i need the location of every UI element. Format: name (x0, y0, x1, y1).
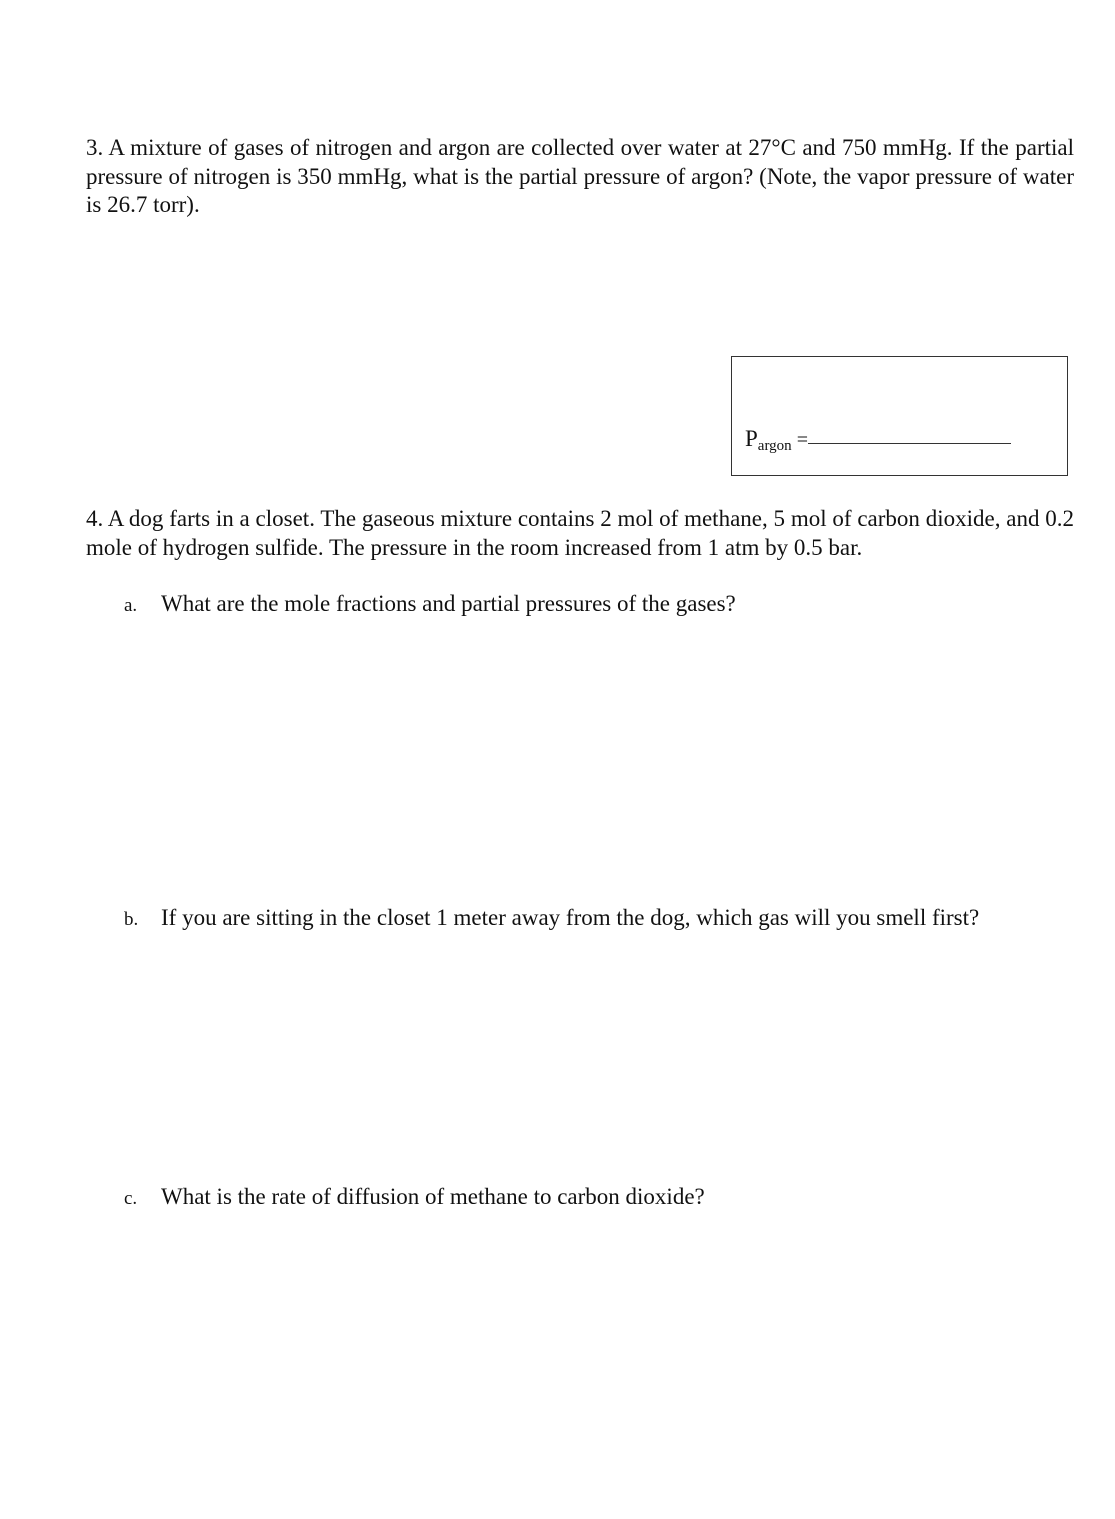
question-3-text: 3. A mixture of gases of nitrogen and argon are collected over water at 27°C and 750 mmHg. If the partial pressure of nitrogen is 350 mmHg, what is the partial pressure of argon? (Note, the vapor pressure of water is 26.7 torr). (86, 135, 1074, 217)
answer-line (745, 426, 1011, 452)
sub-question-b (124, 904, 979, 934)
sub-question-marker: a. (124, 595, 138, 616)
sub-question-text: What are the mole fractions and partial pressures of the gases? (161, 591, 736, 616)
answer-symbol: P (745, 426, 758, 451)
answer-equals: = (796, 429, 808, 451)
question-4-text: 4. A dog farts in a closet. The gaseous mixture contains 2 mol of methane, 5 mol of carbon dioxide, and 0.2 mole of hydrogen sulfide. The pressure in the room increased from 1 atm by 0.5 bar. (86, 506, 1074, 560)
answer-box (731, 356, 1068, 476)
sub-question-text: What is the rate of diffusion of methane to carbon dioxide? (161, 1184, 705, 1209)
sub-question-text: If you are sitting in the closet 1 meter away from the dog, which gas will you smell first? (161, 905, 980, 930)
sub-question-c (124, 1183, 705, 1213)
sub-question-marker: c. (124, 1188, 138, 1209)
sub-question-a (124, 590, 736, 620)
sub-question-marker: b. (124, 909, 139, 930)
answer-blank-line[interactable] (808, 442, 1011, 444)
answer-subscript: argon (757, 438, 792, 454)
